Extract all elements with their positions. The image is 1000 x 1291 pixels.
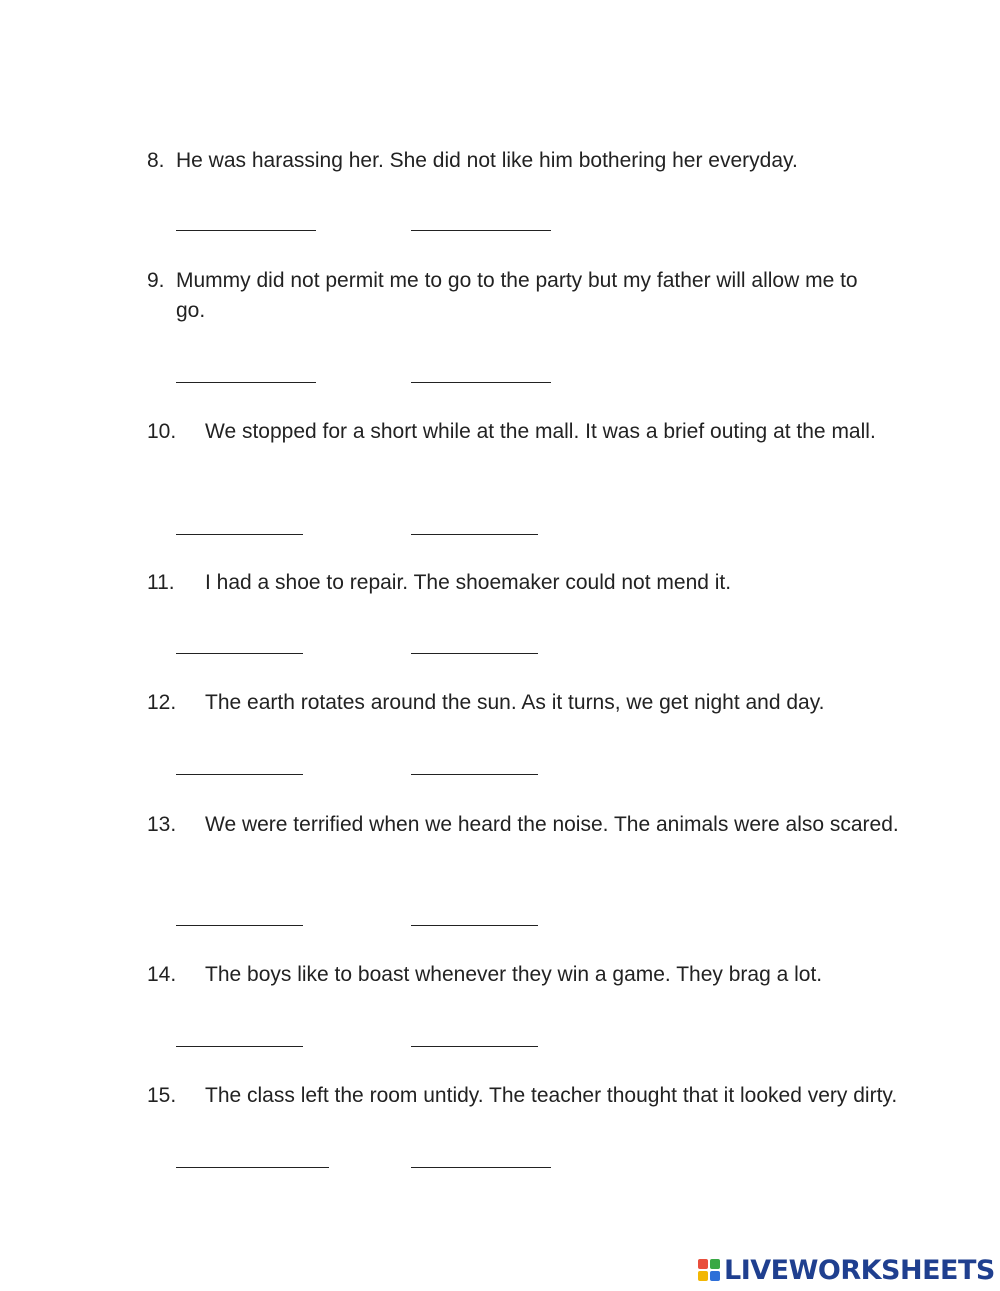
question-number: 10. xyxy=(147,420,177,443)
question-number: 12. xyxy=(147,691,177,714)
answer-blank-15b[interactable] xyxy=(411,1167,551,1168)
logo-block xyxy=(698,1259,708,1269)
question-number: 14. xyxy=(147,963,177,986)
answer-blank-9a[interactable] xyxy=(176,382,316,383)
question-text: I had a shoe to repair. The shoemaker could not mend it. xyxy=(205,571,732,594)
question-text: He was harassing her. She did not like him bothering her everyday. xyxy=(176,149,798,172)
answer-blank-12a[interactable] xyxy=(176,774,303,775)
answer-blank-8b[interactable] xyxy=(411,230,551,231)
question-number: 11. xyxy=(147,571,175,594)
answer-blank-8a[interactable] xyxy=(176,230,316,231)
answer-blank-13b[interactable] xyxy=(411,925,538,926)
question-9 xyxy=(147,266,867,326)
answer-blank-14b[interactable] xyxy=(411,1046,538,1047)
answer-blank-11a[interactable] xyxy=(176,653,303,654)
question-10 xyxy=(147,417,907,447)
logo-block xyxy=(698,1271,708,1281)
question-number: 8. xyxy=(147,149,165,172)
logo-block xyxy=(710,1259,720,1269)
question-number: 9. xyxy=(147,269,165,292)
answer-blank-12b[interactable] xyxy=(411,774,538,775)
question-text: We were terrified when we heard the noise. The animals were also scared. xyxy=(205,813,899,836)
answer-blank-10b[interactable] xyxy=(411,534,538,535)
question-11 xyxy=(147,568,907,598)
question-text: The earth rotates around the sun. As it turns, we get night and day. xyxy=(205,691,825,714)
logo-block xyxy=(710,1271,720,1281)
answer-blank-15a[interactable] xyxy=(176,1167,329,1168)
question-13 xyxy=(147,810,907,840)
logo-blocks-icon xyxy=(698,1259,720,1281)
answer-blank-9b[interactable] xyxy=(411,382,551,383)
answer-blank-14a[interactable] xyxy=(176,1046,303,1047)
question-15 xyxy=(147,1081,907,1111)
logo-text: LIVEWORKSHEETS xyxy=(724,1254,995,1286)
question-number: 13. xyxy=(147,813,177,836)
question-12 xyxy=(147,688,907,718)
question-text: Mummy did not permit me to go to the party but my father will allow me to go. xyxy=(176,269,858,322)
question-text: The boys like to boast whenever they win a game. They brag a lot. xyxy=(205,963,823,986)
liveworksheets-logo xyxy=(698,1253,995,1287)
question-14 xyxy=(147,960,907,990)
answer-blank-13a[interactable] xyxy=(176,925,303,926)
question-8 xyxy=(147,146,907,176)
question-number: 15. xyxy=(147,1084,177,1107)
answer-blank-10a[interactable] xyxy=(176,534,303,535)
question-text: The class left the room untidy. The teacher thought that it looked very dirty. xyxy=(205,1084,898,1107)
answer-blank-11b[interactable] xyxy=(411,653,538,654)
question-text: We stopped for a short while at the mall. It was a brief outing at the mall. xyxy=(205,420,876,443)
